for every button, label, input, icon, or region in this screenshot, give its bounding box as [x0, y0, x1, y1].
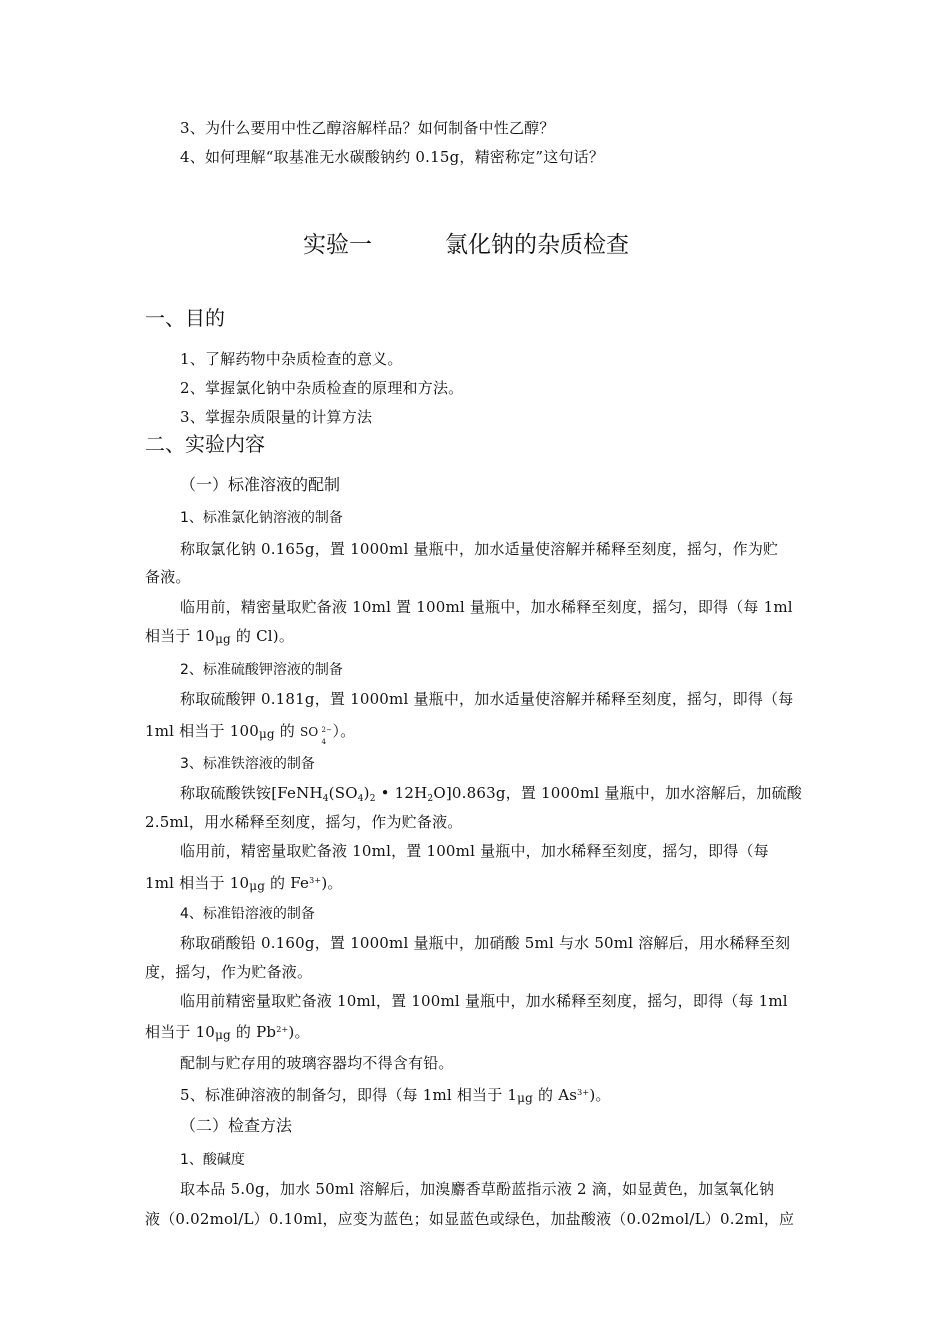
purpose-item-1: 1、了解药物中杂质检查的意义。	[180, 350, 403, 368]
question-4: 4、如何理解“取基准无水碳酸钠约 0.15g，精密称定”这句话？	[180, 148, 605, 166]
experiment-label: 实验一	[303, 232, 372, 258]
iron-para-2-line-1: 临用前，精密量取贮备液 10ml，置 100ml 量瓶中，加水稀释至刻度，摇匀，即得（每	[180, 842, 769, 860]
section-heading-content: 二、实验内容	[145, 432, 265, 456]
heading-lead-standard: 4、标准铅溶液的制备	[180, 906, 315, 922]
lead-para-1-line-1: 称取硝酸铅 0.160g，置 1000ml 量瓶中，加硝酸 5ml 与水 50ml 溶解后，用水稀释至刻	[180, 934, 791, 952]
sulfate-ion-formula: SO	[299, 725, 319, 739]
subsection-test-methods: （二）检查方法	[180, 1116, 293, 1135]
iron-para-2-line-2: 1ml 相当于 10μg 的 $Fe^{3+}$)。	[145, 874, 343, 893]
heading-nacl-standard: 1、标准氯化钠溶液的制备	[180, 510, 343, 526]
nacl-para-1-line-1: 称取氯化钠 0.165g，置 1000ml 量瓶中，加水适量使溶解并稀释至刻度，摇匀，作为贮	[180, 540, 779, 558]
lead-para-2-line-1: 临用前精密量取贮备液 10ml，置 100ml 量瓶中，加水稀释至刻度，摇匀，即得（每 1ml	[180, 992, 788, 1010]
iron-para-1-line-1: 称取硫酸铁铵[$FeNH_4(SO_4)_2$ • $12H_2O]0.863g$，置 1000ml 量瓶中，加水溶解后，加硫酸	[180, 784, 802, 804]
acidity-para-line-1: 取本品 5.0g，加水 50ml 溶解后，加溴麝香草酚蓝指示液 2 滴，如显黄色，加氢氧化钠	[180, 1180, 775, 1198]
heading-iron-standard: 3、标准铁溶液的制备	[180, 756, 315, 772]
micro-gram-unit: μg	[215, 632, 231, 646]
lead-para-2-line-2: 相当于 10μg 的 $Pb^{2+}$)。	[145, 1023, 310, 1042]
subsection-standard-solutions: （一）标准溶液的配制	[180, 475, 341, 494]
heading-acidity: 1、酸碱度	[180, 1152, 245, 1168]
acidity-para-line-2: 液（0.02mol/L）0.10ml，应变为蓝色；如显蓝色或绿色，加盐酸液（0.02mol/L）0.2ml，应	[145, 1210, 795, 1228]
purpose-item-3: 3、掌握杂质限量的计算方法	[180, 408, 373, 426]
iron-para-1-line-2: 2.5ml，用水稀释至刻度，摇匀，作为贮备液。	[145, 813, 463, 831]
lead-para-1-line-2: 度，摇匀，作为贮备液。	[145, 963, 313, 981]
purpose-item-2: 2、掌握氯化钠中杂质检查的原理和方法。	[180, 379, 464, 397]
arsenic-standard-line: 5、标准砷溶液的制备匀，即得（每 1ml 相当于 1μg 的 $As^{3+}$)。	[180, 1086, 611, 1105]
nacl-para-2-line-1: 临用前，精密量取贮备液 10ml 置 100ml 量瓶中，加水稀释至刻度，摇匀，即得（每 1ml	[180, 598, 793, 616]
heading-sulfate-standard: 2、标准硫酸钾溶液的制备	[180, 662, 343, 678]
lead-note: 配制与贮存用的玻璃容器均不得含有铅。	[180, 1054, 454, 1072]
sulfate-para-line-1: 称取硫酸钾 0.181g，置 1000ml 量瓶中，加水适量使溶解并稀释至刻度，摇匀，即得（每	[180, 690, 794, 708]
question-3: 3、为什么要用中性乙醇溶解样品？如何制备中性乙醇？	[180, 119, 555, 137]
sulfate-para-line-2: 1ml 相当于 100μg 的 SO 2− 4 ）。	[145, 722, 356, 746]
nacl-para-2-line-2: 相当于 10μg 的 Cl)。	[145, 627, 295, 646]
nacl-para-1-line-2: 备液。	[145, 568, 191, 586]
experiment-name: 氯化钠的杂质检查	[445, 232, 629, 258]
section-heading-purpose: 一、目的	[145, 306, 225, 330]
